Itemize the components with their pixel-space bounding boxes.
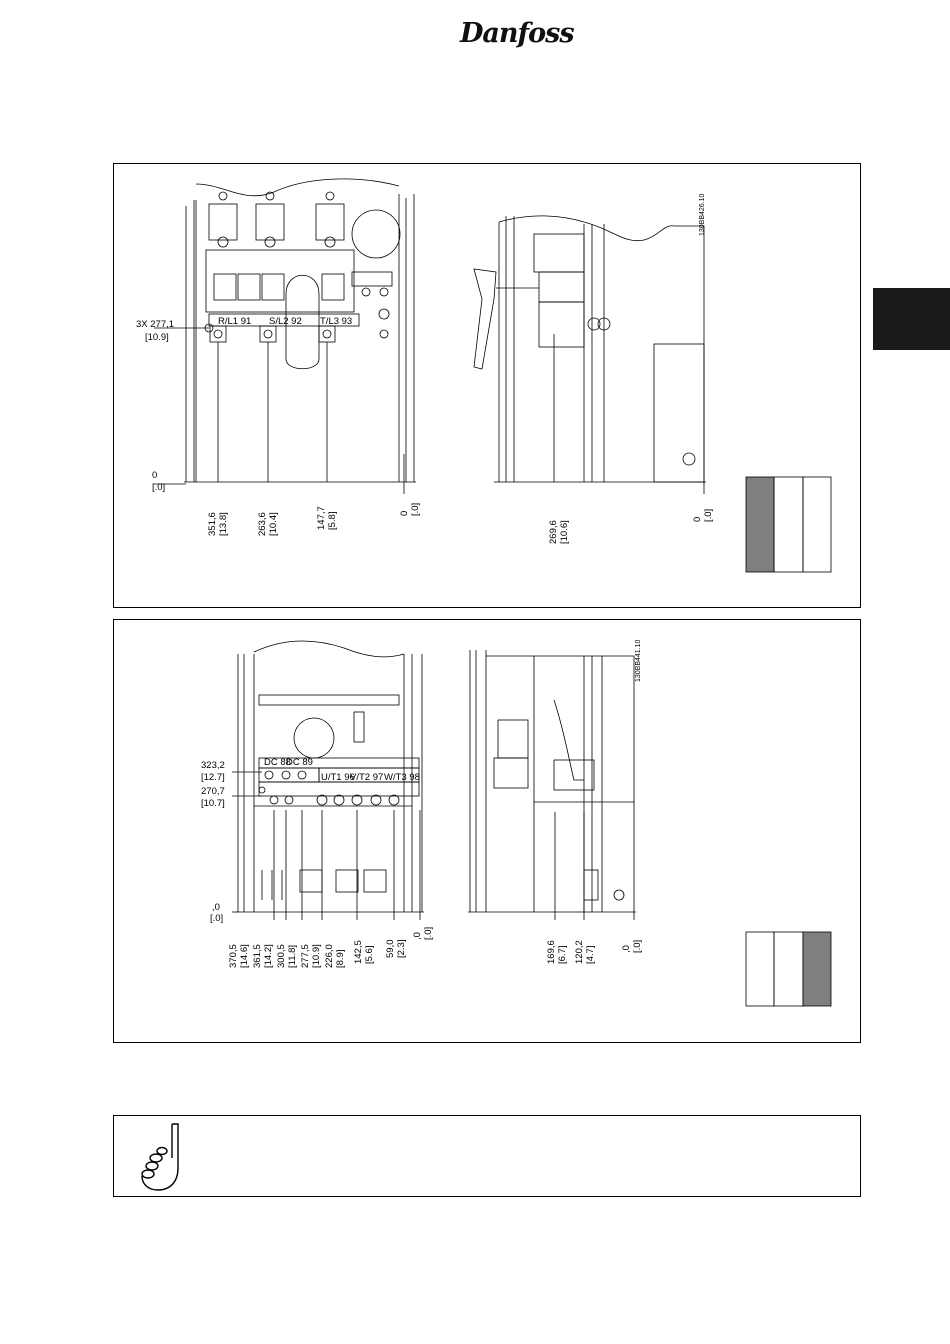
dim-label-inch: [6.7] bbox=[557, 945, 568, 964]
dim-label: ,0 bbox=[212, 902, 220, 913]
note-hand-icon bbox=[132, 1118, 192, 1196]
drawing-top bbox=[114, 164, 860, 607]
dim-label: 263,6 bbox=[257, 512, 268, 536]
dim-label-inch: [5.6] bbox=[364, 945, 375, 964]
dim-label: 269,6 bbox=[548, 520, 559, 544]
dim-label-inch: [10.6] bbox=[559, 520, 570, 544]
dim-label-inch: [5.8] bbox=[327, 511, 338, 530]
brand-logo bbox=[460, 18, 574, 54]
dim-label: ,0 bbox=[412, 932, 423, 940]
terminal-label: R/L1 91 bbox=[218, 316, 252, 327]
terminal-label: DC 88 bbox=[264, 757, 291, 768]
dim-label: 0 bbox=[152, 470, 158, 481]
dim-label: 226,0 bbox=[324, 944, 335, 968]
dim-label: 147,7 bbox=[316, 506, 327, 530]
dim-label: 3X 277,1 bbox=[136, 319, 175, 330]
dim-label-inch: [4.7] bbox=[585, 945, 596, 964]
dim-label: 59,0 bbox=[385, 939, 396, 958]
drawing-id: 130BB426.10 bbox=[699, 193, 706, 236]
dim-label: 270,7 bbox=[201, 786, 225, 797]
dim-label-inch: [.0] bbox=[632, 939, 643, 953]
dim-label: 361,5 bbox=[252, 944, 263, 968]
dim-label-inch: [.0] bbox=[210, 913, 224, 924]
dim-label-inch: [.0] bbox=[423, 926, 434, 940]
drawing-bottom bbox=[114, 620, 860, 1042]
dim-label-inch: [10.9] bbox=[145, 332, 169, 343]
dim-label: 300,5 bbox=[276, 944, 287, 968]
dim-label: 120,2 bbox=[574, 940, 585, 964]
terminal-label: U/T1 96 bbox=[321, 772, 355, 783]
dim-label: 142,5 bbox=[353, 940, 364, 964]
note-box bbox=[113, 1115, 861, 1197]
dim-label: 351,6 bbox=[207, 512, 218, 536]
dim-label-inch: [.0] bbox=[703, 508, 714, 522]
dim-label: 169,6 bbox=[546, 940, 557, 964]
terminal-label: S/L2 92 bbox=[269, 316, 302, 327]
drawing-id: 130BB441.10 bbox=[635, 639, 642, 682]
dim-label: ,0 bbox=[621, 945, 632, 953]
dim-label-inch: [12.7] bbox=[201, 772, 225, 783]
dim-label: 0 bbox=[399, 510, 410, 516]
section-tab-marker bbox=[873, 288, 950, 350]
dim-label-inch: [2.3] bbox=[396, 939, 407, 958]
dim-label-inch: [13.8] bbox=[218, 512, 229, 536]
dim-label: 277,5 bbox=[300, 944, 311, 968]
terminal-label: DC 89 bbox=[286, 757, 313, 768]
dim-label: 370,5 bbox=[228, 944, 239, 968]
terminal-label: T/L3 93 bbox=[320, 316, 353, 327]
dim-label-inch: [14.6] bbox=[239, 944, 250, 968]
dim-label: 0 bbox=[692, 516, 703, 522]
terminal-label: V/T2 97 bbox=[350, 772, 384, 783]
dim-label-inch: [14.2] bbox=[263, 944, 274, 968]
terminal-label: W/T3 98 bbox=[384, 772, 420, 783]
dim-label-inch: [10.7] bbox=[201, 798, 225, 809]
figure-panel-bottom bbox=[113, 619, 861, 1043]
dim-label-inch: [10.9] bbox=[311, 944, 322, 968]
dim-label: 323,2 bbox=[201, 760, 225, 771]
dim-label-inch: [10.4] bbox=[268, 512, 279, 536]
dim-label-inch: [.0] bbox=[152, 482, 166, 493]
dim-label-inch: [11.8] bbox=[287, 944, 298, 968]
dim-label-inch: [.0] bbox=[410, 502, 421, 516]
figure-panel-top bbox=[113, 163, 861, 608]
dim-label-inch: [8.9] bbox=[335, 949, 346, 968]
brand-logo-text: Danfoss bbox=[460, 18, 574, 49]
